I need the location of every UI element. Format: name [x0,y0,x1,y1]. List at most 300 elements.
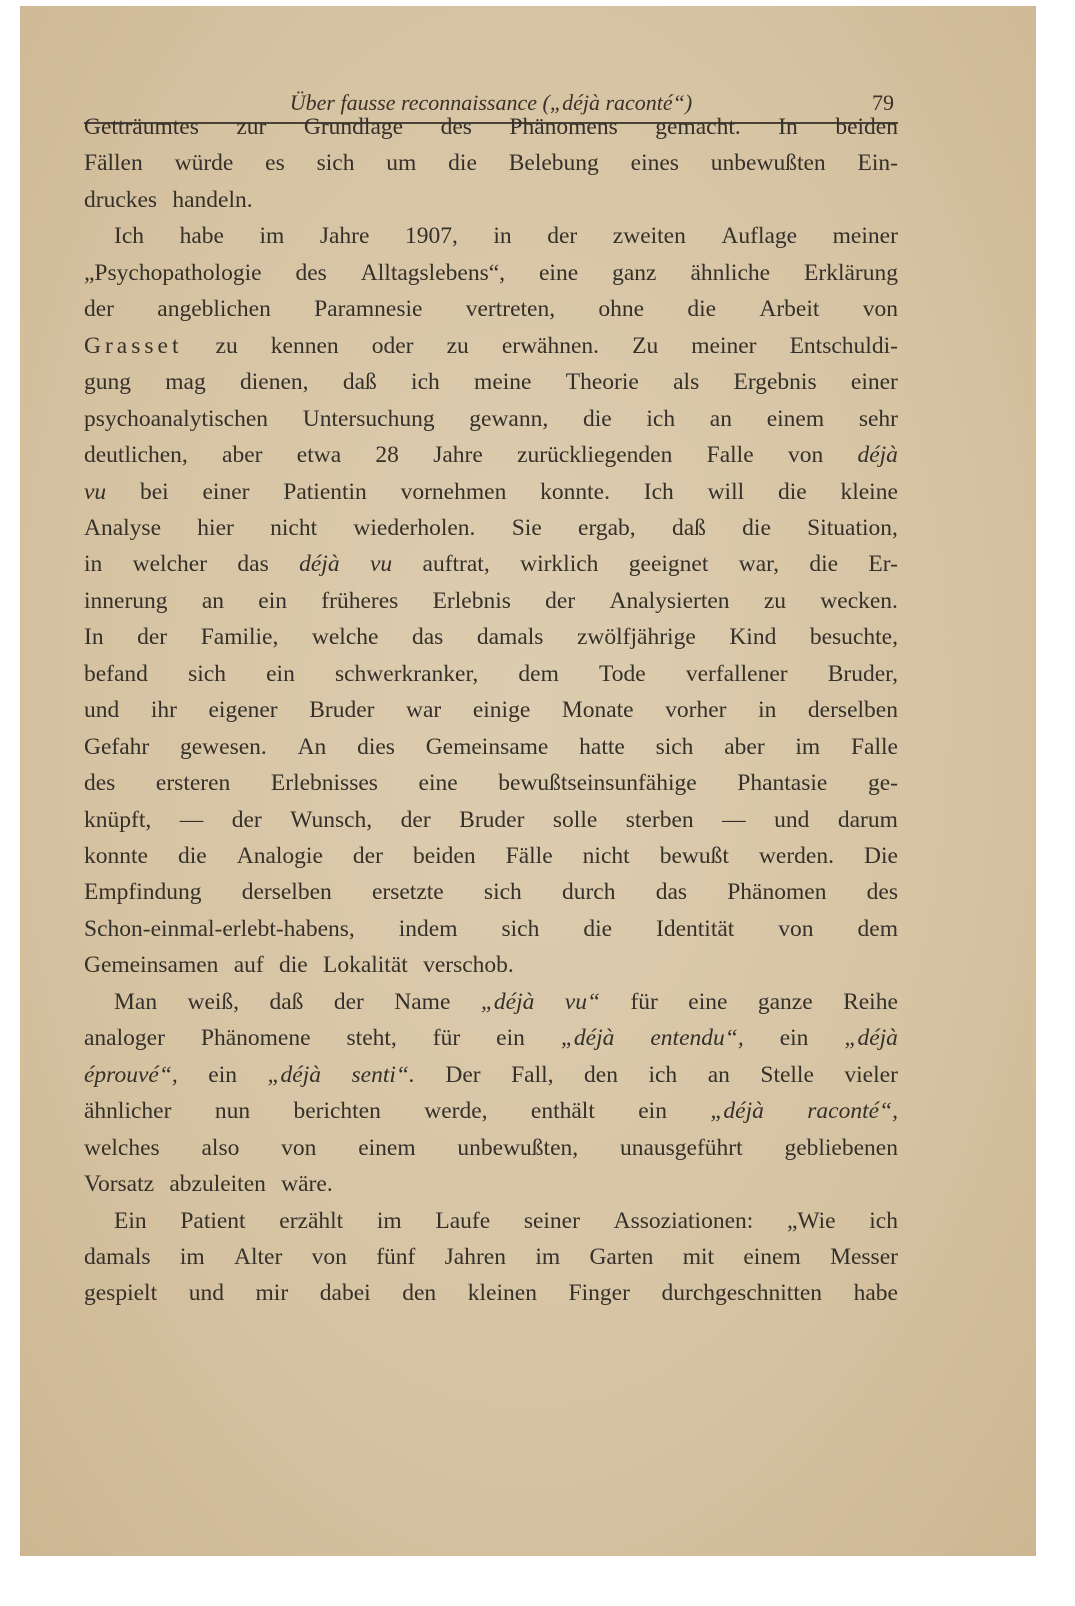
word: déjà [857,442,898,469]
word: damals [476,624,544,651]
word: unbewußten [710,150,826,177]
word: das [412,624,444,651]
word: Stelle [760,1061,814,1088]
word: analoger [84,1025,165,1052]
text-line [84,367,898,397]
word: erzählt [279,1207,344,1234]
word: In [778,114,798,140]
word: einer [850,369,898,396]
word: ein [496,1025,525,1052]
word: hatte [579,733,625,760]
word: den [402,1280,437,1307]
word: Analogie [236,843,323,869]
word: Alter [234,1243,283,1270]
word: hier [197,514,234,541]
word: dem [857,915,898,942]
word: als [673,369,700,396]
word: der [84,296,115,323]
word: einer [202,478,250,505]
text-line [84,1169,898,1199]
word: derselben [241,879,332,906]
word: welche [311,624,379,651]
word: Ergebnis [733,369,817,396]
word: Ich [643,478,674,505]
word: Phänomens [509,114,618,140]
word: meine [474,369,532,396]
word: Identität [656,915,735,942]
word: eine [688,988,728,1015]
word: darum [837,806,898,833]
word: der [400,806,431,833]
word: — [179,806,204,833]
text-line [84,805,898,835]
word: Phänomene [200,1025,311,1052]
word: „déjà [480,988,535,1015]
word: mag [165,369,206,396]
word: eine [539,259,579,286]
word: im [795,733,821,760]
word: raconté“, [807,1098,898,1125]
word: zu [763,587,787,614]
word: — [722,806,746,833]
word: handeln. [172,186,253,213]
word: damals [84,1243,151,1270]
word: Erlebnis [432,587,511,614]
word: ihr [150,697,177,724]
word: würde [174,150,234,177]
word: abzuleiten [169,1171,266,1198]
word: sich [501,915,540,942]
word: sterben [625,806,694,833]
word: ge- [867,770,898,797]
word: derselben [807,697,898,724]
word: ich [869,1207,898,1234]
word: ein [779,1025,809,1052]
word: seiner [523,1207,580,1234]
word: vu [84,478,107,505]
text-line [84,221,898,251]
word: senti“. [351,1061,415,1088]
word: früheres [321,587,399,614]
text-line [84,586,898,616]
word: Man [114,988,158,1015]
word: zu [215,332,238,359]
text-line [84,404,898,434]
word: entendu“, [650,1025,744,1052]
word: an [709,405,732,432]
page-number: 79 [872,90,894,115]
word: die [178,843,207,869]
word: Familie, [200,624,279,651]
word: Die [864,843,898,869]
word: sich [655,733,694,760]
word: zwölfjährige [577,624,696,651]
word: werde, [424,1098,488,1125]
word: zur [236,114,267,140]
word: auftrat, [422,551,490,578]
word: die [777,478,807,505]
word: daß [342,369,377,396]
word: oder [371,332,414,359]
word: der [352,843,383,869]
word: Wunsch, [290,806,373,833]
word: wäre. [281,1171,333,1198]
word: gebliebenen [784,1134,898,1161]
word: „déjà [844,1025,898,1052]
word: Ich [114,223,145,250]
word: Laufe [435,1207,491,1234]
word: des [84,770,116,797]
text-line [84,841,898,871]
word: Gemeinsame [425,733,549,760]
word: druckes [84,186,158,213]
word: An [297,733,327,760]
word: konnte [84,843,148,869]
word: Patientin [283,478,367,505]
word: der [333,988,364,1015]
word: zurückliegenden [517,442,673,469]
word: die [583,915,613,942]
word: Belebung [508,150,599,177]
word: Auflage [721,223,798,250]
word: Zu [632,332,659,359]
word: vieler [844,1061,898,1088]
word: bewußtseinsunfähige [498,770,697,797]
word: „déjà [267,1061,322,1088]
word: ein [638,1098,667,1125]
word: die [278,952,308,979]
word: des [866,879,898,906]
word: gemacht. [655,114,741,140]
word: konnte. [540,478,610,505]
word: ersetzte [371,879,444,906]
word: mir [255,1280,289,1307]
word: „Wie [786,1207,836,1234]
word: meiner [832,223,898,250]
word: Bruder, [827,660,898,687]
word: psychoanalytischen [84,405,269,432]
text-line [84,440,898,470]
word: Schon-einmal-erlebt-habens, [84,915,355,942]
word: wirklich [520,551,599,578]
word: eigener [208,697,278,724]
text-line [84,112,898,142]
word: sich [188,660,226,687]
word: für [630,988,658,1015]
word: kleine [840,478,898,505]
word: sich [316,150,355,177]
text-line [84,185,898,215]
word: und [188,1280,224,1307]
text-line [84,148,898,178]
text-line [84,1023,898,1053]
word: déjà [299,551,340,578]
word: werden. [758,843,834,869]
word: welcher [132,551,208,578]
word: Erklärung [804,259,898,286]
word: durchgeschnitten [661,1280,823,1307]
word: knüpft, [84,806,152,833]
word: Name [394,988,451,1015]
word: nicht [270,514,318,541]
text-line [84,331,898,361]
word: Bruder [309,697,375,724]
running-title: Über fausse reconnaissance („déjà raconté“) [289,90,693,115]
word: ganze [757,988,813,1015]
word: von [787,442,824,469]
word: angeblichen [157,296,271,323]
word: des [440,114,472,140]
word: unausgeführt [619,1134,743,1161]
word: ein [266,660,295,687]
text-line [84,695,898,725]
word: meiner [691,332,757,359]
word: Messer [830,1243,898,1270]
text-line [84,1206,898,1236]
word: für [432,1025,461,1052]
word: nun [214,1098,251,1125]
word: beiden [835,114,898,140]
word: mit [682,1243,715,1270]
word: Arbeit [759,296,820,323]
word: ohne [598,296,645,323]
word: Er- [868,551,898,578]
text-line [84,950,898,980]
word: ich [646,405,676,432]
word: erwähnen. [501,332,600,359]
word: kennen [270,332,339,359]
word: von [778,915,814,942]
word: Sie [511,514,542,541]
word: um [386,150,417,177]
word: unbewußten, [457,1134,579,1161]
text-line [84,659,898,689]
text-line [84,1133,898,1163]
text-line [84,768,898,798]
word: dabei [319,1280,371,1307]
word: etwa [296,442,342,469]
word: dies [357,733,395,760]
word: verschob. [423,952,514,979]
word: gewann, [469,405,549,432]
word: der [137,624,168,651]
word: den [584,1061,618,1088]
word: Ein- [857,150,898,177]
word: dienen, [240,369,309,396]
word: Ein [114,1207,147,1234]
text-line [84,513,898,543]
word: deutlichen, [84,442,188,469]
word: besuchte, [809,624,898,651]
word: der [231,806,262,833]
word: vorher [665,697,727,724]
word: ein [208,1061,237,1088]
text-line [84,294,898,324]
word: und [774,806,810,833]
word: vornehmen [400,478,507,505]
word: war, [738,551,779,578]
word: Finger [568,1280,630,1307]
text-line [84,1096,898,1126]
word: in [84,551,103,578]
word: In [84,624,104,651]
text-line [84,258,898,288]
book-page [20,6,1036,1556]
word: ich [648,1061,678,1088]
word: beiden [412,843,476,869]
word: Phantasie [737,770,828,797]
word: Lokalität [322,952,408,979]
text-line [84,1278,898,1308]
word: Fall, [511,1061,554,1088]
word: die [809,551,839,578]
word: indem [398,915,458,942]
word: ähnliche [690,259,771,286]
text-line [84,732,898,762]
word: wiederholen. [353,514,476,541]
word: will [707,478,745,505]
word: éprouvé“, [84,1061,178,1088]
word: Monate [561,697,634,724]
word: gespielt [84,1280,158,1307]
word: Getträumtes [84,114,199,140]
word: des [295,259,327,286]
text-line [84,877,898,907]
word: habe [853,1280,898,1307]
word: auf [233,952,264,979]
word: Jahren [444,1243,506,1270]
word: einem [358,1134,416,1161]
word: bewußt [659,843,729,869]
word: solle [552,806,598,833]
word: ergab, [578,514,636,541]
word: ein [258,587,288,614]
word: Falle [850,733,898,760]
word: sich [483,879,522,906]
word: einige [472,697,531,724]
word: Reihe [843,988,898,1015]
word: berichten [293,1098,381,1125]
word: Empfindung [84,879,202,906]
word: gewesen. [180,733,267,760]
word: eines [630,150,679,177]
word: Vorsatz [84,1171,155,1198]
word: ähnlicher [84,1098,172,1125]
word: Der [445,1061,481,1088]
word: einem [743,1243,801,1270]
word: Tode [599,660,646,687]
word: zweiten [612,223,686,250]
word: Paramnesie [314,296,423,323]
word: Kind [729,624,777,651]
word: der [547,223,578,250]
word: sehr [858,405,898,432]
word: schwerkranker, [334,660,479,687]
word: die [687,296,717,323]
word: Patient [180,1207,246,1234]
word: „Psychopathologie [84,259,262,286]
word: Analyse [84,514,162,541]
word: nicht [582,843,630,869]
word: vu“ [564,988,601,1015]
word: von [311,1243,347,1270]
word: in [758,697,777,724]
word: von [862,296,898,323]
word: geeignet [628,551,709,578]
word: aber [724,733,765,760]
word: Erlebnisses [270,770,378,797]
word: in [493,223,512,250]
word: einem [766,405,825,432]
word: Entschuldi- [789,332,898,359]
word: von [281,1134,317,1161]
word: zu [446,332,469,359]
word: Situation, [807,514,898,541]
word: daß [671,514,706,541]
word: Bruder [459,806,525,833]
word: ersteren [155,770,231,797]
word: daß [269,988,304,1015]
word: befand [84,660,148,687]
word: Alltagslebens“, [360,259,506,286]
word: durch [561,879,616,906]
word: Fällen [84,150,143,177]
word: vu [369,551,393,578]
word: im [259,223,285,250]
word: im [179,1243,205,1270]
word: Analysierten [609,587,730,614]
word: Jahre [319,223,370,250]
word: kleinen [467,1280,537,1307]
word: enthält [530,1098,595,1125]
word: Assoziationen: [613,1207,754,1234]
word: Gemeinsamen [84,952,219,979]
word: Untersuchung [302,405,435,432]
word: verfallener [685,660,788,687]
word: es [265,150,285,177]
word: war [406,697,442,724]
word: dem [518,660,559,687]
text-line [84,477,898,507]
word: Gefahr [84,733,150,760]
word: innerung [84,587,168,614]
word: die [582,405,612,432]
text-line [84,1060,898,1090]
word: Falle [706,442,754,469]
text-line [84,1242,898,1272]
word: habe [179,223,224,250]
word: das [655,879,688,906]
word: weiß, [187,988,240,1015]
word: Fälle [505,843,553,869]
word: fünf [376,1243,416,1270]
word: vertreten, [465,296,556,323]
word: im [535,1243,561,1270]
word: im [376,1207,402,1234]
word: steht, [346,1025,397,1052]
word: Garten [589,1243,654,1270]
text-line [84,549,898,579]
word: die [742,514,771,541]
word: gung [84,369,131,396]
word: welches [84,1134,160,1161]
word: also [201,1134,240,1161]
word: 28 [375,442,399,469]
text-line [84,914,898,944]
word: „déjà [710,1098,764,1125]
word: und [84,697,120,724]
word: „déjà [560,1025,615,1052]
